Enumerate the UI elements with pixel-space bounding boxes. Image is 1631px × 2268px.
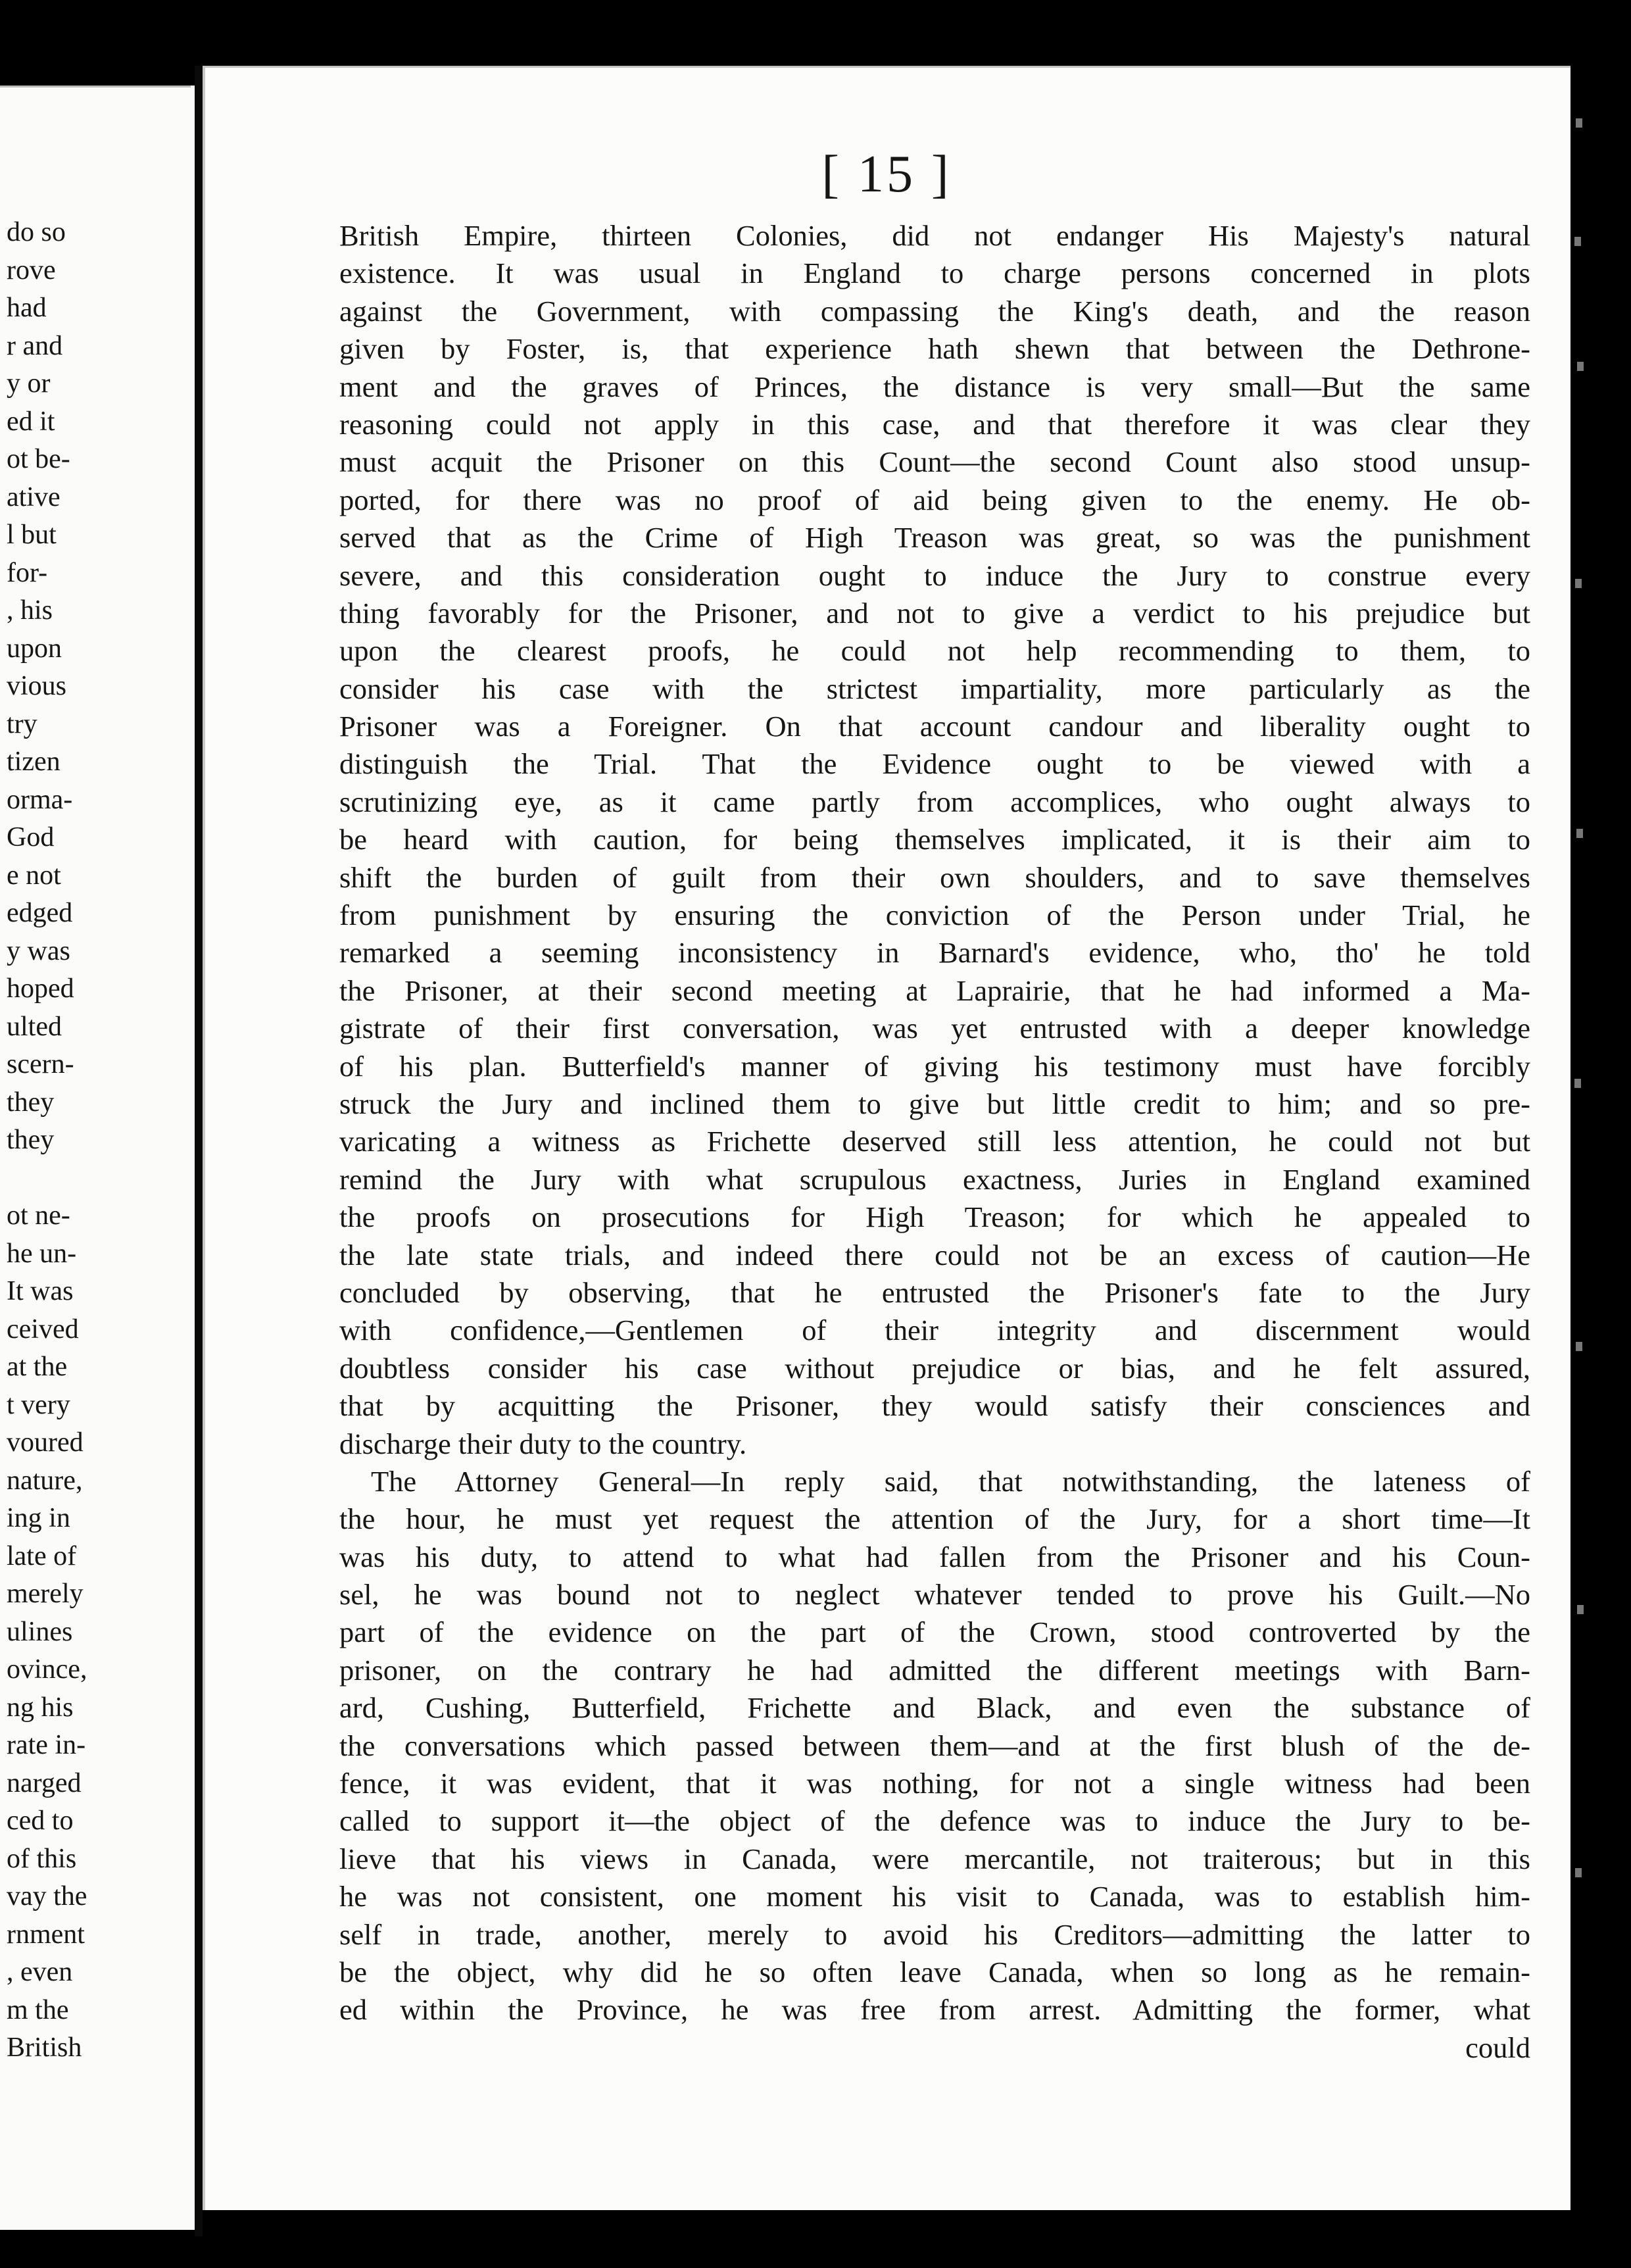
left-page-line: ot be- — [7, 444, 70, 474]
left-page-line: they — [7, 1087, 55, 1118]
text-line: remind the Jury with what scrupulous exactness, Juries in England examined — [339, 1162, 1530, 1196]
left-page-line: rnment — [7, 1919, 85, 1950]
left-page-line: ed it — [7, 406, 55, 437]
body-text — [339, 217, 1530, 2067]
text-line: against the Government, with compassing the King's death, and the reason — [339, 294, 1530, 328]
left-page-line: late of — [7, 1541, 77, 1571]
text-line: with confidence,—Gentlemen of their integrity and discernment would — [339, 1314, 1530, 1347]
left-page-line: ced to — [7, 1806, 74, 1836]
text-line: lieve that his views in Canada, were mercantile, not traiterous; but in this — [339, 1842, 1530, 1875]
text-line: Prisoner was a Foreigner. On that account candour and liberality ought to — [339, 710, 1530, 743]
text-line: was his duty, to attend to what had fallen from the Prisoner and his Coun- — [339, 1540, 1530, 1573]
left-page-line: they — [7, 1125, 55, 1155]
left-page-line: had — [7, 293, 47, 323]
text-line: called to support it—the object of the defence was to induce the Jury to be- — [339, 1804, 1530, 1838]
page-edge-left — [203, 66, 205, 2210]
text-line: the proofs on prosecutions for High Treason; for which he appealed to — [339, 1200, 1530, 1234]
text-line: discharge their duty to the country. — [339, 1427, 747, 1460]
left-page-line: voured — [7, 1427, 84, 1458]
left-page-line: edged — [7, 898, 73, 928]
text-line: existence. It was usual in England to charge persons concerned in plots — [339, 257, 1530, 290]
left-page-line: vay the — [7, 1881, 87, 1911]
text-line: remarked a seeming inconsistency in Barnard's evidence, who, tho' he told — [339, 936, 1530, 970]
left-page-line: m the — [7, 1994, 69, 2025]
text-line: ard, Cushing, Butterfield, Frichette and Black, and even the substance of — [339, 1691, 1530, 1725]
left-page-line: ative — [7, 481, 61, 512]
text-line: consider his case with the strictest impartiality, more particularly as the — [339, 672, 1530, 705]
text-line: the late state trials, and indeed there could not be an excess of caution—He — [339, 1238, 1530, 1271]
text-line: part of the evidence on the part of the Crown, stood controverted by the — [339, 1615, 1530, 1649]
text-line: given by Foster, is, that experience hath shewn that between the Dethrone- — [339, 332, 1530, 366]
text-line: struck the Jury and inclined them to give but little credit to him; and so pre- — [339, 1087, 1530, 1120]
text-line: varicating a witness as Frichette deserved still less attention, he could not but — [339, 1125, 1530, 1158]
text-line: the Prisoner, at their second meeting at Laprairie, that he had informed a Ma- — [339, 974, 1530, 1007]
text-line: gistrate of their first conversation, was yet entrusted with a deeper knowledge — [339, 1012, 1530, 1045]
text-line: shift the burden of guilt from their own shoulders, and to save themselves — [339, 860, 1530, 894]
text-line: upon the clearest proofs, he could not help recommending to them, to — [339, 634, 1530, 668]
left-page-line: orma- — [7, 784, 73, 815]
left-page-line: do so — [7, 217, 66, 247]
text-line: the conversations which passed between them—and at the first blush of the de- — [339, 1729, 1530, 1762]
left-page-line: r and — [7, 330, 63, 361]
left-page-line: l but — [7, 520, 57, 550]
left-page-line: ulted — [7, 1011, 62, 1042]
text-line: from punishment by ensuring the conviction of the Person under Trial, he — [339, 899, 1530, 932]
page-number: [ 15 ] — [821, 145, 952, 203]
left-page-line: ovince, — [7, 1654, 87, 1685]
text-line: must acquit the Prisoner on this Count—the second Count also stood unsup- — [339, 445, 1530, 479]
left-page-line: rove — [7, 255, 56, 285]
text-line: ment and the graves of Princes, the distance is very small—But the same — [339, 370, 1530, 403]
text-line: concluded by observing, that he entrusted the Prisoner's fate to the Jury — [339, 1275, 1530, 1309]
text-line: scrutinizing eye, as it came partly from accomplices, who ought always to — [339, 785, 1530, 818]
left-page-line: , even — [7, 1957, 73, 1987]
left-page-line: for- — [7, 557, 48, 588]
left-page-line: It was — [7, 1276, 74, 1306]
left-page-line: ng his — [7, 1692, 74, 1723]
left-page-line: y was — [7, 935, 70, 966]
text-line: self in trade, another, merely to avoid his Creditors—admitting the latter to — [339, 1917, 1530, 1951]
right-page — [203, 66, 1570, 2210]
text-line: that by acquitting the Prisoner, they would satisfy their consciences and — [339, 1389, 1530, 1423]
left-page-line: of this — [7, 1843, 77, 1874]
left-page-line: ulines — [7, 1616, 73, 1647]
text-line: ed within the Province, he was free from arrest. Admitting the former, what — [339, 1993, 1530, 2027]
text-line: sel, he was bound not to neglect whatever tended to prove his Guilt.—No — [339, 1578, 1530, 1612]
left-page-line: God — [7, 822, 55, 852]
left-page-line: t very — [7, 1389, 70, 1420]
left-page-line: try — [7, 708, 37, 739]
left-page-text — [7, 214, 191, 2067]
page-edge-marks — [1573, 92, 1593, 2065]
left-page-line: ot ne- — [7, 1200, 70, 1231]
text-line: ported, for there was no proof of aid being given to the enemy. He ob- — [339, 483, 1530, 516]
book-gutter — [195, 66, 203, 2236]
text-line: distinguish the Trial. That the Evidence ought to be viewed with a — [339, 747, 1530, 781]
left-page-line: narged — [7, 1767, 82, 1798]
text-line: British Empire, thirteen Colonies, did not endanger His Majesty's natural — [339, 219, 1530, 252]
text-line: fence, it was evident, that it was nothing, for not a single witness had been — [339, 1767, 1530, 1800]
left-page-line: ing in — [7, 1503, 70, 1533]
left-page-line: ceived — [7, 1314, 79, 1344]
page-edge — [203, 66, 1570, 68]
left-page-line: vious — [7, 671, 67, 701]
left-page-line: y or — [7, 368, 51, 399]
text-line: doubtless consider his case without prejudice or bias, and he felt assured, — [339, 1351, 1530, 1385]
text-line: of his plan. Butterfield's manner of giving his testimony must have forcibly — [339, 1049, 1530, 1083]
text-line: be the object, why did he so often leave Canada, when so long as he remain- — [339, 1955, 1530, 1988]
text-line: thing favorably for the Prisoner, and not to give a verdict to his prejudice but — [339, 596, 1530, 629]
left-page-line: he un- — [7, 1238, 77, 1269]
left-page-line: upon — [7, 633, 62, 664]
text-line: The Attorney General—In reply said, that notwithstanding, the lateness of — [371, 1464, 1530, 1498]
text-line: prisoner, on the contrary he had admitted the different meetings with Barn- — [339, 1653, 1530, 1687]
catchword: could — [1465, 2031, 1530, 2064]
text-line: be heard with caution, for being themselves implicated, it is their aim to — [339, 823, 1530, 856]
left-page-line: e not — [7, 860, 61, 891]
text-line: reasoning could not apply in this case, and that therefore it was clear they — [339, 407, 1530, 441]
left-page-line: tizen — [7, 747, 61, 777]
text-line: severe, and this consideration ought to induce the Jury to construe every — [339, 558, 1530, 592]
left-page-line: British — [7, 2033, 82, 2063]
left-page-fragment — [0, 86, 195, 2230]
page-edge — [0, 86, 191, 87]
text-line: served that as the Crime of High Treason was great, so was the punishment — [339, 521, 1530, 555]
text-line: he was not consistent, one moment his visit to Canada, was to establish him- — [339, 1880, 1530, 1913]
left-page-line: merely — [7, 1579, 84, 1609]
left-page-line: at the — [7, 1352, 68, 1382]
left-page-line: nature, — [7, 1465, 83, 1496]
text-line: the hour, he must yet request the attention of the Jury, for a short time—It — [339, 1502, 1530, 1536]
left-page-line: rate in- — [7, 1730, 86, 1760]
left-page-line: scern- — [7, 1049, 74, 1079]
left-page-line: hoped — [7, 974, 74, 1004]
left-page-line — [7, 1160, 191, 1198]
left-page-line: , his — [7, 595, 53, 626]
